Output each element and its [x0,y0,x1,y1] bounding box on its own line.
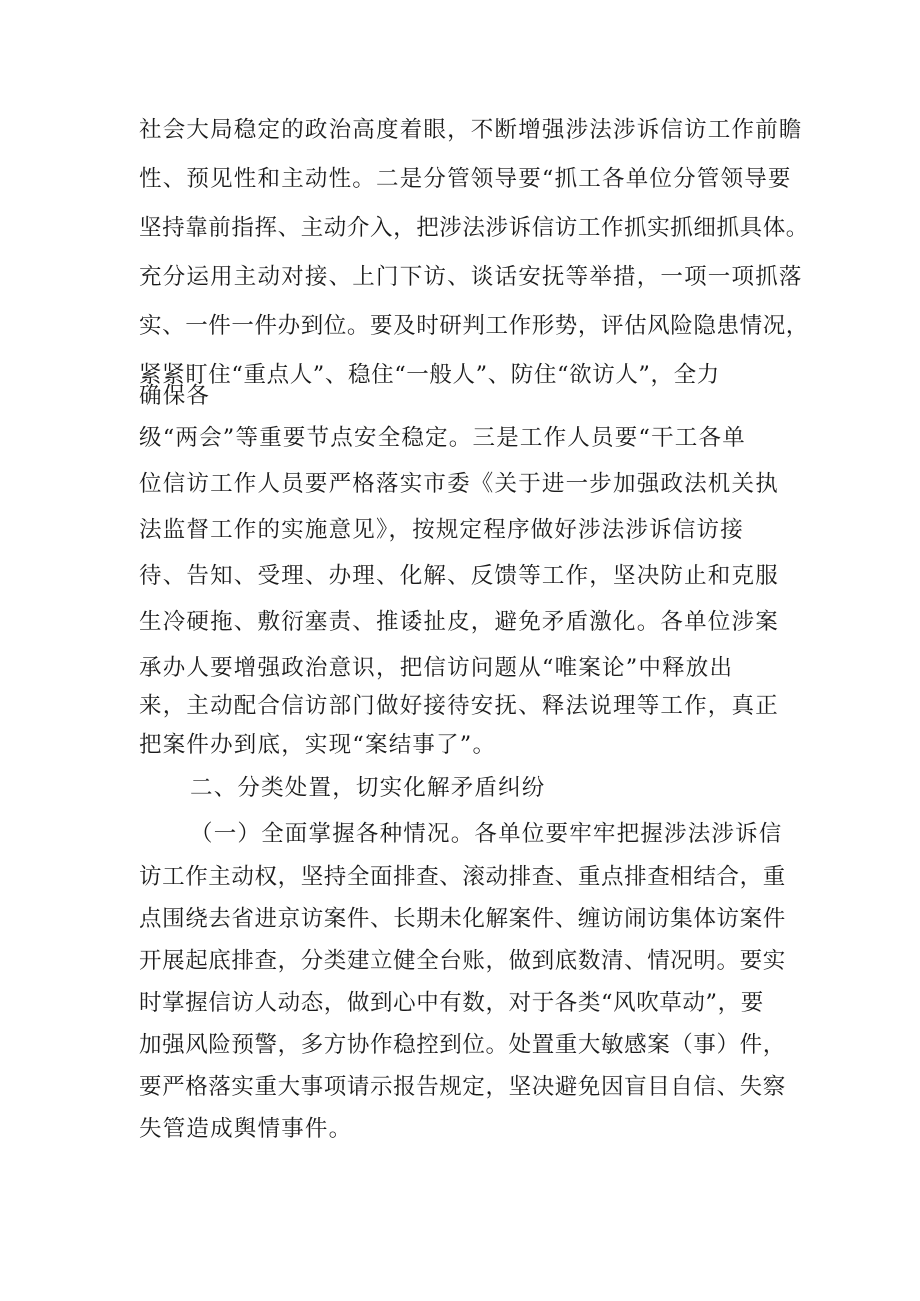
text-line-15: 把案件办到底，实现“案结事了”。 [139,732,497,758]
text-line-19: 点围绕去省进京访案件、长期未化解案件、缠访闹访集体访案件 [139,906,786,932]
text-line-9: 位信访工作人员要严格落实市委《关于进一步加强政法机关执 [139,471,779,497]
text-line-4: 充分运用主动对接、上门下访、谈话安抚等举措，一项一项抓落 [139,264,803,290]
text-line-6: 紧紧盯住“重点人”、稳住“一般人”、防住“欲访人”，全力 [139,362,720,388]
text-line-24: 失管造成舆情事件。 [139,1116,353,1142]
text-line-12: 生冷硬拖、敷衍塞责、推诿扯皮，避免矛盾激化。各单位涉案 [139,609,779,635]
text-line-5: 实、一件一件办到位。要及时研判工作形势，评估风险隐患情况， [139,313,809,339]
text-line-23: 要严格落实重大事项请示报告规定，坚决避免因盲目自信、失察 [139,1074,786,1100]
text-line-7: 确保各 [139,383,211,409]
text-line-20: 开展起底排查，分类建立健全台账，做到底数清、情况明。要实 [139,948,786,974]
text-line-1: 社会大局稳定的政治高度着眼，不断增强涉法涉诉信访工作前瞻 [139,117,803,143]
text-line-14: 来，主动配合信访部门做好接待安抚、释法说理等工作，真正 [139,693,779,719]
text-line-17: （一）全面掌握各种情况。各单位要牢牢把握涉法涉诉信 [190,821,783,847]
text-line-18: 访工作主动权，坚持全面排查、滚动排查、重点排查相结合，重 [139,864,786,890]
text-line-11: 待、告知、受理、办理、化解、反馈等工作，坚决防止和克服 [139,563,779,589]
text-line-8: 级“两会”等重要节点安全稳定。三是工作人员要“干工各单 [139,425,746,451]
text-line-13: 承办人要增强政治意识，把信访问题从“唯案论”中释放出 [139,655,734,681]
text-line-22: 加强风险预警，多方协作稳控到位。处置重大敏感案（事）件， [139,1032,786,1058]
text-line-10: 法监督工作的实施意见》，按规定程序做好涉法涉诉信访接 [139,517,744,543]
section-heading: 二、分类处置，切实化解矛盾纠纷 [190,775,546,801]
text-line-21: 时掌握信访人动态，做到心中有数，对于各类“风吹草动”，要 [139,990,764,1016]
text-line-3: 坚持靠前指挥、主动介入，把涉法涉诉信访工作抓实抓细抓具体。 [139,215,809,241]
text-line-2: 性、预见性和主动性。二是分管领导要“抓工各单位分管领导要 [139,166,792,192]
